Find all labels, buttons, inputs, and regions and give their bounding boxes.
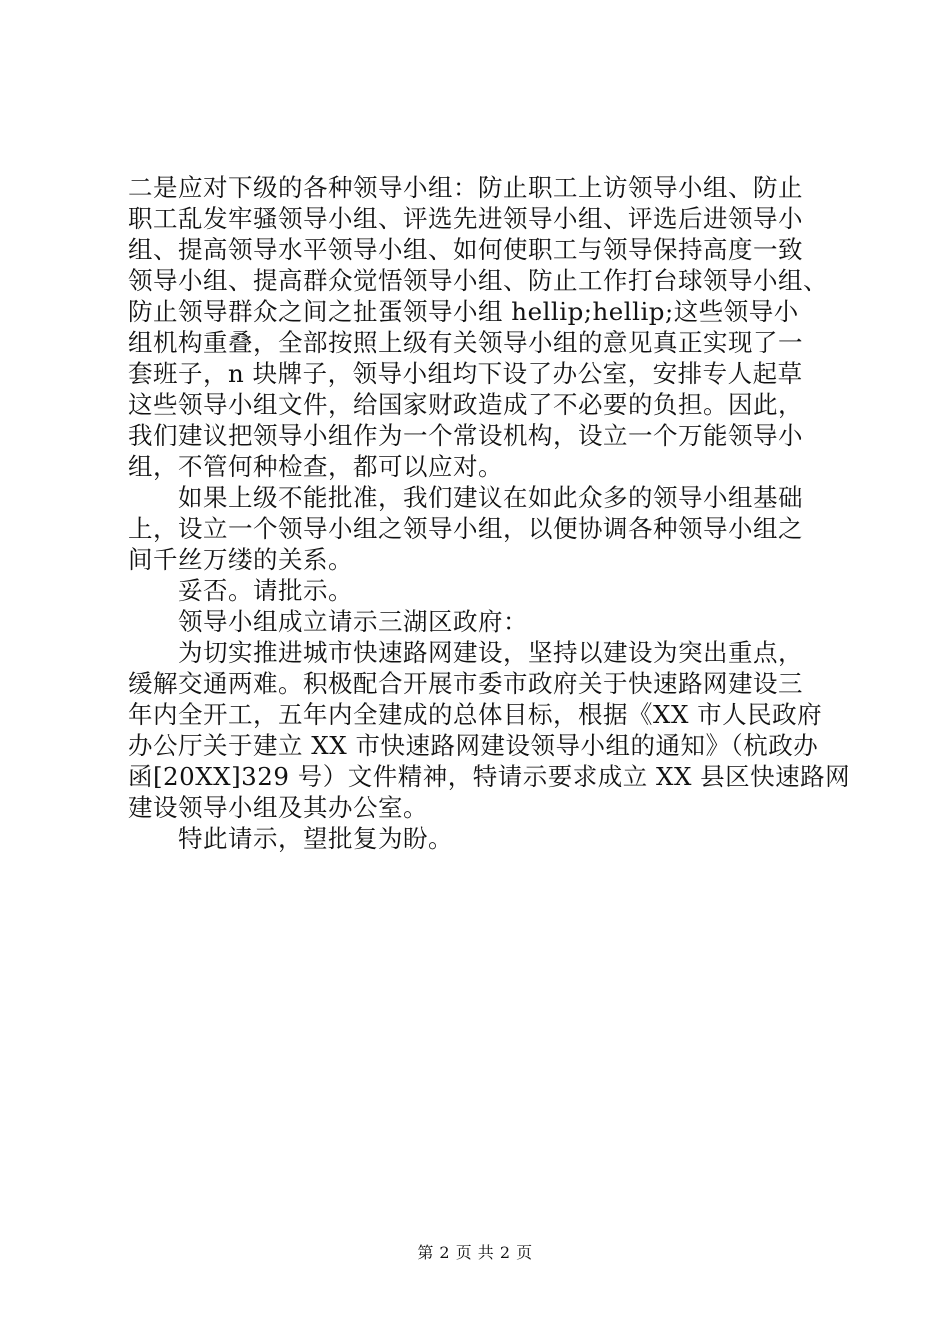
text-line: 间千丝万缕的关系。 [128, 545, 353, 574]
text-line: 函[20XX]329 号）文件精神，特请示要求成立 XX 县区快速路网 [128, 762, 851, 791]
text-line: 为切实推进城市快速路网建设，坚持以建设为突出重点， [178, 638, 803, 667]
text-line: 组，不管何种检查，都可以应对。 [128, 452, 503, 481]
text-line: 妥否。请批示。 [178, 576, 353, 605]
text-line: 防止领导群众之间之扯蛋领导小组 hellip;hellip;这些领导小 [128, 297, 799, 326]
text-line: 组、提高领导水平领导小组、如何使职工与领导保持高度一致 [128, 235, 803, 264]
text-line: 如果上级不能批准，我们建议在如此众多的领导小组基础 [178, 483, 803, 512]
text-line: 二是应对下级的各种领导小组：防止职工上访领导小组、防止 [128, 173, 803, 202]
text-line: 缓解交通两难。积极配合开展市委市政府关于快速路网建设三 [128, 669, 803, 698]
text-line: 这些领导小组文件，给国家财政造成了不必要的负担。因此， [128, 390, 803, 419]
text-line: 我们建议把领导小组作为一个常设机构，设立一个万能领导小 [128, 421, 803, 450]
text-line: 年内全开工，五年内全建成的总体目标，根据《XX 市人民政府 [128, 700, 823, 729]
text-line: 办公厅关于建立 XX 市快速路网建设领导小组的通知》（杭政办 [128, 731, 819, 760]
text-line: 领导小组、提高群众觉悟领导小组、防止工作打台球领导小组、 [128, 266, 828, 295]
text-line: 职工乱发牢骚领导小组、评选先进领导小组、评选后进领导小 [128, 204, 803, 233]
text-line: 组机构重叠，全部按照上级有关领导小组的意见真正实现了一 [128, 328, 803, 357]
text-line: 建设领导小组及其办公室。 [128, 793, 428, 822]
text-line: 上，设立一个领导小组之领导小组，以便协调各种领导小组之 [128, 514, 803, 543]
document-body [128, 172, 851, 854]
text-line: 特此请示，望批复为盼。 [178, 824, 453, 853]
text-line: 套班子，n 块牌子，领导小组均下设了办公室，安排专人起草 [128, 359, 803, 388]
text-line: 领导小组成立请示三湖区政府： [178, 607, 528, 636]
page-number-footer: 第 2 页 共 2 页 [417, 1243, 533, 1262]
